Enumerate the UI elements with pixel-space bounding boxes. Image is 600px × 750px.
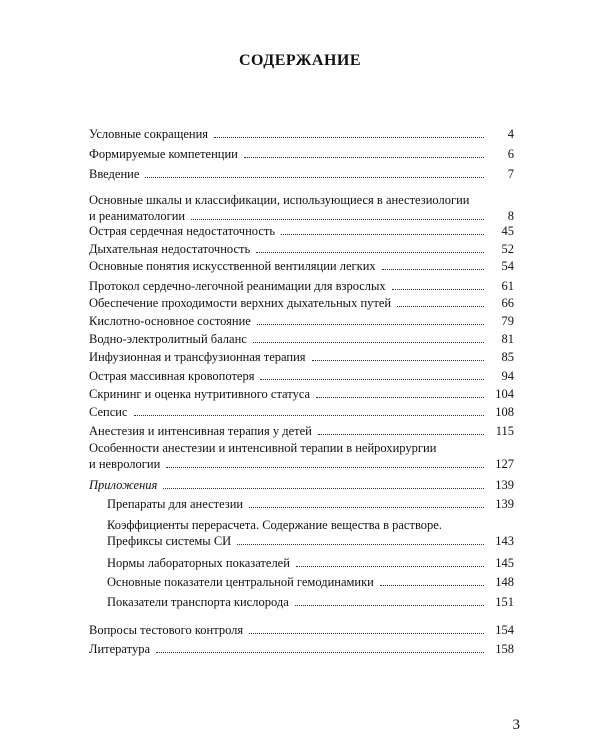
- toc-entry[interactable]: [89, 258, 514, 274]
- toc-entry-title: Острая сердечная недостаточность: [89, 224, 276, 238]
- toc-entry-title: Основные показатели центральной гемодинамики: [107, 575, 374, 589]
- toc-entry-page: 4: [507, 127, 514, 141]
- toc-entry-page: 81: [501, 332, 514, 346]
- toc-entry-title: Скрининг и оценка нутритивного статуса: [89, 387, 311, 401]
- toc-entry[interactable]: [89, 331, 514, 347]
- toc-entry-page: 52: [501, 242, 514, 256]
- toc-entry-page: 54: [501, 259, 514, 273]
- toc-entry-page: 145: [495, 556, 514, 570]
- toc-entry-title: Водно-электролитный баланс: [89, 332, 247, 346]
- toc-entry-page: 104: [495, 387, 514, 401]
- toc-entry-page: 7: [507, 167, 514, 181]
- toc-entry-title: Префиксы системы СИ: [107, 534, 232, 548]
- toc-entry[interactable]: [89, 404, 514, 420]
- toc-entry-title: Введение: [89, 167, 140, 181]
- toc-entry-page: 127: [495, 457, 514, 471]
- toc-entry-page: 108: [495, 405, 514, 419]
- toc-entry-title: Основные понятия искусственной вентиляции легких: [89, 259, 376, 273]
- toc-entry-title: Обеспечение проходимости верхних дыхательных путей: [89, 296, 392, 310]
- toc-entry[interactable]: [89, 386, 514, 402]
- toc-entry-title: Острая массивная кровопотеря: [89, 369, 255, 383]
- toc-entry[interactable]: [89, 126, 514, 142]
- toc-entry-page: 154: [495, 623, 514, 637]
- toc-subentry[interactable]: [89, 594, 514, 610]
- toc-subentry[interactable]: [89, 517, 514, 549]
- toc-entry-title: Анестезия и интенсивная терапия у детей: [89, 424, 312, 438]
- toc-entry-page: 139: [495, 497, 514, 511]
- toc-entry[interactable]: [89, 349, 514, 365]
- page-title: СОДЕРЖАНИЕ: [238, 52, 362, 69]
- toc-entry[interactable]: [89, 223, 514, 239]
- toc-entry-title: Показатели транспорта кислорода: [107, 595, 289, 609]
- toc-subentry[interactable]: [89, 574, 514, 590]
- toc-entry[interactable]: [89, 622, 514, 638]
- toc-entry-page: 8: [507, 209, 514, 223]
- toc-entry-title: Нормы лабораторных показателей: [107, 556, 290, 570]
- toc-entry-page: 61: [501, 279, 514, 293]
- toc-entry-title: Формируемые компетенции: [89, 147, 238, 161]
- toc-entry-page: 139: [495, 478, 514, 492]
- toc-entry-title-line1: Особенности анестезии и интенсивной терапии в нейрохирургии: [89, 441, 437, 455]
- toc-entry-page: 158: [495, 642, 514, 656]
- toc-entry-title: и неврологии: [89, 457, 161, 471]
- toc-entry-title-line1: Основные шкалы и классификации, использующиеся в анестезиологии: [89, 193, 470, 207]
- toc-entry-page: 85: [501, 350, 514, 364]
- toc-entry-page: 6: [507, 147, 514, 161]
- toc-entry[interactable]: [89, 313, 514, 329]
- toc-entry-title: Дыхательная недостаточность: [89, 242, 251, 256]
- toc-entry[interactable]: [89, 641, 514, 657]
- toc-entry-page: 66: [501, 296, 514, 310]
- page-number: 3: [512, 717, 520, 733]
- toc-subentry[interactable]: [89, 555, 514, 571]
- toc-entry-page: 45: [501, 224, 514, 238]
- toc-entry-title: Вопросы тестового контроля: [89, 623, 244, 637]
- toc-entry[interactable]: [89, 166, 514, 182]
- toc-entry-title: Сепсис: [89, 405, 128, 419]
- toc-entry-page: 143: [495, 534, 514, 548]
- toc-entry[interactable]: [89, 192, 514, 224]
- toc-entry[interactable]: [89, 440, 514, 472]
- toc-entry[interactable]: [89, 295, 514, 311]
- toc-entry[interactable]: [89, 368, 514, 384]
- toc-entry-title: Препараты для анестезии: [107, 497, 244, 511]
- toc-entry[interactable]: [89, 423, 514, 439]
- toc-entry[interactable]: [89, 241, 514, 257]
- toc-entry-title: Условные сокращения: [89, 127, 209, 141]
- toc-entry-title: Кислотно-основное состояние: [89, 314, 251, 328]
- toc-entry-page: 151: [495, 595, 514, 609]
- toc-entry-page: 148: [495, 575, 514, 589]
- toc-entry-appendix[interactable]: [89, 477, 514, 493]
- toc-entry-page: 94: [501, 369, 514, 383]
- toc-entry-title: Инфузионная и трансфузионная терапия: [89, 350, 306, 364]
- toc-entry-title: Литература: [89, 642, 150, 656]
- toc-entry-title: Протокол сердечно-легочной реанимации для взрослых: [89, 279, 386, 293]
- toc-entry-page: 115: [495, 424, 514, 438]
- toc-subentry[interactable]: [89, 496, 514, 512]
- toc-entry-page: 79: [501, 314, 514, 328]
- toc-entry-title: и реаниматологии: [89, 209, 186, 223]
- toc-entry-title: Приложения: [89, 478, 158, 492]
- toc-entry-title-line1: Коэффициенты перерасчета. Содержание вещества в растворе.: [107, 518, 442, 532]
- toc-entry[interactable]: [89, 146, 514, 162]
- toc-entry[interactable]: [89, 278, 514, 294]
